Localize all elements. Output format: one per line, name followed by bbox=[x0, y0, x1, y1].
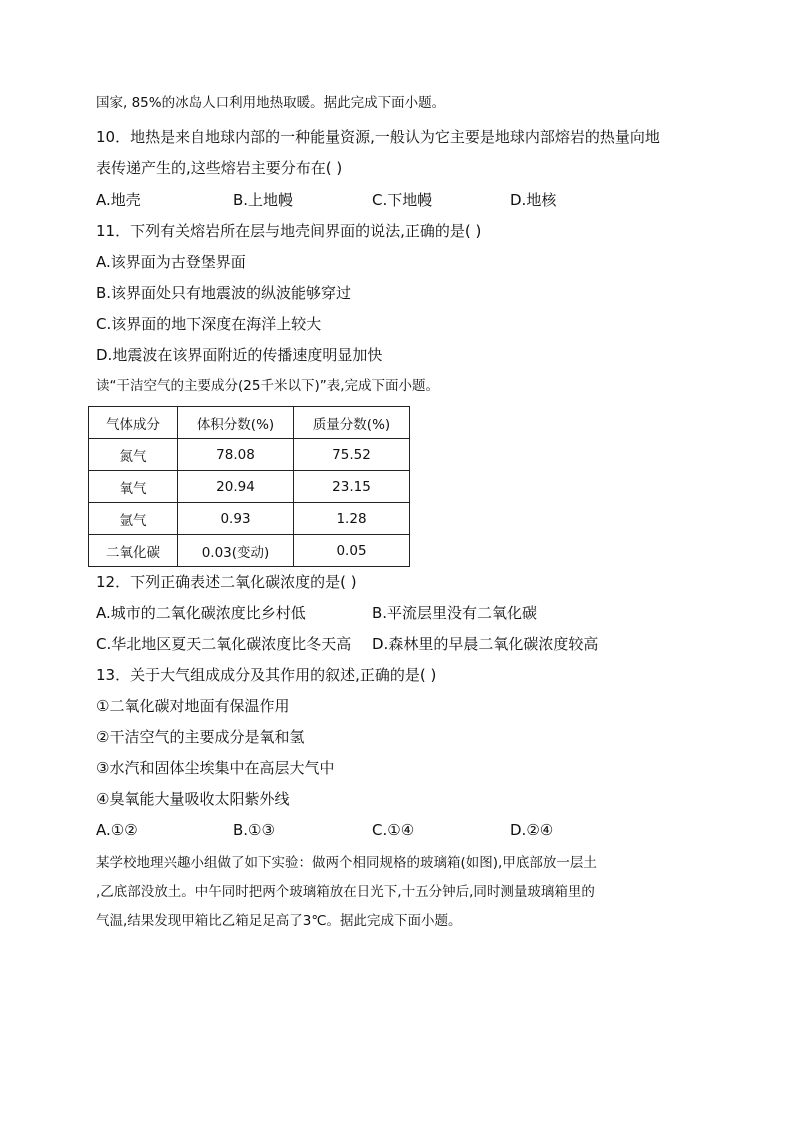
table-header: 体积分数(%) bbox=[178, 407, 294, 439]
question-11-stem: 11．下列有关熔岩所在层与地壳间界面的说法,正确的是( ) bbox=[96, 222, 482, 240]
q10-option-a: A.地壳 bbox=[96, 191, 141, 209]
question-12-stem: 12．下列正确表述二氧化碳浓度的是( ) bbox=[96, 573, 357, 591]
table-cell: 75.52 bbox=[294, 439, 410, 471]
table-cell: 78.08 bbox=[178, 439, 294, 471]
table-cell: 氧气 bbox=[89, 471, 178, 503]
q11-option-c: C.该界面的地下深度在海洋上较大 bbox=[96, 315, 322, 333]
table-row bbox=[89, 439, 410, 471]
table-cell: 氩气 bbox=[89, 503, 178, 535]
q13-option-a: A.①② bbox=[96, 821, 138, 839]
q13-statement-2: ②干洁空气的主要成分是氧和氢 bbox=[96, 728, 305, 746]
q13-option-d: D.②④ bbox=[510, 821, 554, 839]
table-intro: 读“干洁空气的主要成分(25千米以下)”表,完成下面小题。 bbox=[96, 378, 439, 394]
table-row bbox=[89, 471, 410, 503]
table-cell: 0.05 bbox=[294, 535, 410, 567]
table-header: 质量分数(%) bbox=[294, 407, 410, 439]
table-row bbox=[89, 535, 410, 567]
q13-statement-3: ③水汽和固体尘埃集中在高层大气中 bbox=[96, 759, 335, 777]
q11-option-d: D.地震波在该界面附近的传播速度明显加快 bbox=[96, 346, 383, 364]
q11-option-a: A.该界面为古登堡界面 bbox=[96, 253, 246, 271]
q12-option-a: A.城市的二氧化碳浓度比乡村低 bbox=[96, 604, 306, 622]
intro-text: 国家, 85%的冰岛人口利用地热取暖。据此完成下面小题。 bbox=[96, 95, 446, 111]
table-cell: 20.94 bbox=[178, 471, 294, 503]
table-cell: 1.28 bbox=[294, 503, 410, 535]
experiment-line-1: 某学校地理兴趣小组做了如下实验：做两个相同规格的玻璃箱(如图),甲底部放一层土 bbox=[96, 855, 597, 871]
q13-option-c: C.①④ bbox=[372, 821, 415, 839]
q10-option-d: D.地核 bbox=[510, 191, 557, 209]
table-cell: 0.93 bbox=[178, 503, 294, 535]
question-10-line-1: 10．地热是来自地球内部的一种能量资源,一般认为它主要是地球内部熔岩的热量向地 bbox=[96, 128, 660, 146]
question-13-stem: 13．关于大气组成成分及其作用的叙述,正确的是( ) bbox=[96, 666, 437, 684]
table-cell: 23.15 bbox=[294, 471, 410, 503]
table-cell: 氮气 bbox=[89, 439, 178, 471]
experiment-line-2: ,乙底部没放土。中午同时把两个玻璃箱放在日光下,十五分钟后,同时测量玻璃箱里的 bbox=[96, 884, 595, 900]
q12-option-c: C.华北地区夏天二氧化碳浓度比冬天高 bbox=[96, 635, 352, 653]
q13-statement-1: ①二氧化碳对地面有保温作用 bbox=[96, 697, 290, 715]
table-row bbox=[89, 503, 410, 535]
experiment-line-3: 气温,结果发现甲箱比乙箱足足高了3℃。据此完成下面小题。 bbox=[96, 913, 462, 929]
table-cell: 0.03(变动) bbox=[178, 535, 294, 567]
q10-option-c: C.下地幔 bbox=[372, 191, 433, 209]
q11-option-b: B.该界面处只有地震波的纵波能够穿过 bbox=[96, 284, 352, 302]
q13-statement-4: ④臭氧能大量吸收太阳紫外线 bbox=[96, 790, 290, 808]
table-cell: 二氧化碳 bbox=[89, 535, 178, 567]
q12-option-d: D.森林里的早晨二氧化碳浓度较高 bbox=[372, 635, 599, 653]
gas-composition-table bbox=[88, 406, 410, 567]
q12-option-b: B.平流层里没有二氧化碳 bbox=[372, 604, 538, 622]
q13-option-b: B.①③ bbox=[233, 821, 275, 839]
q10-option-b: B.上地幔 bbox=[233, 191, 294, 209]
table-header-row bbox=[89, 407, 410, 439]
question-10-line-2: 表传递产生的,这些熔岩主要分布在( ) bbox=[96, 159, 343, 177]
table-header: 气体成分 bbox=[89, 407, 178, 439]
